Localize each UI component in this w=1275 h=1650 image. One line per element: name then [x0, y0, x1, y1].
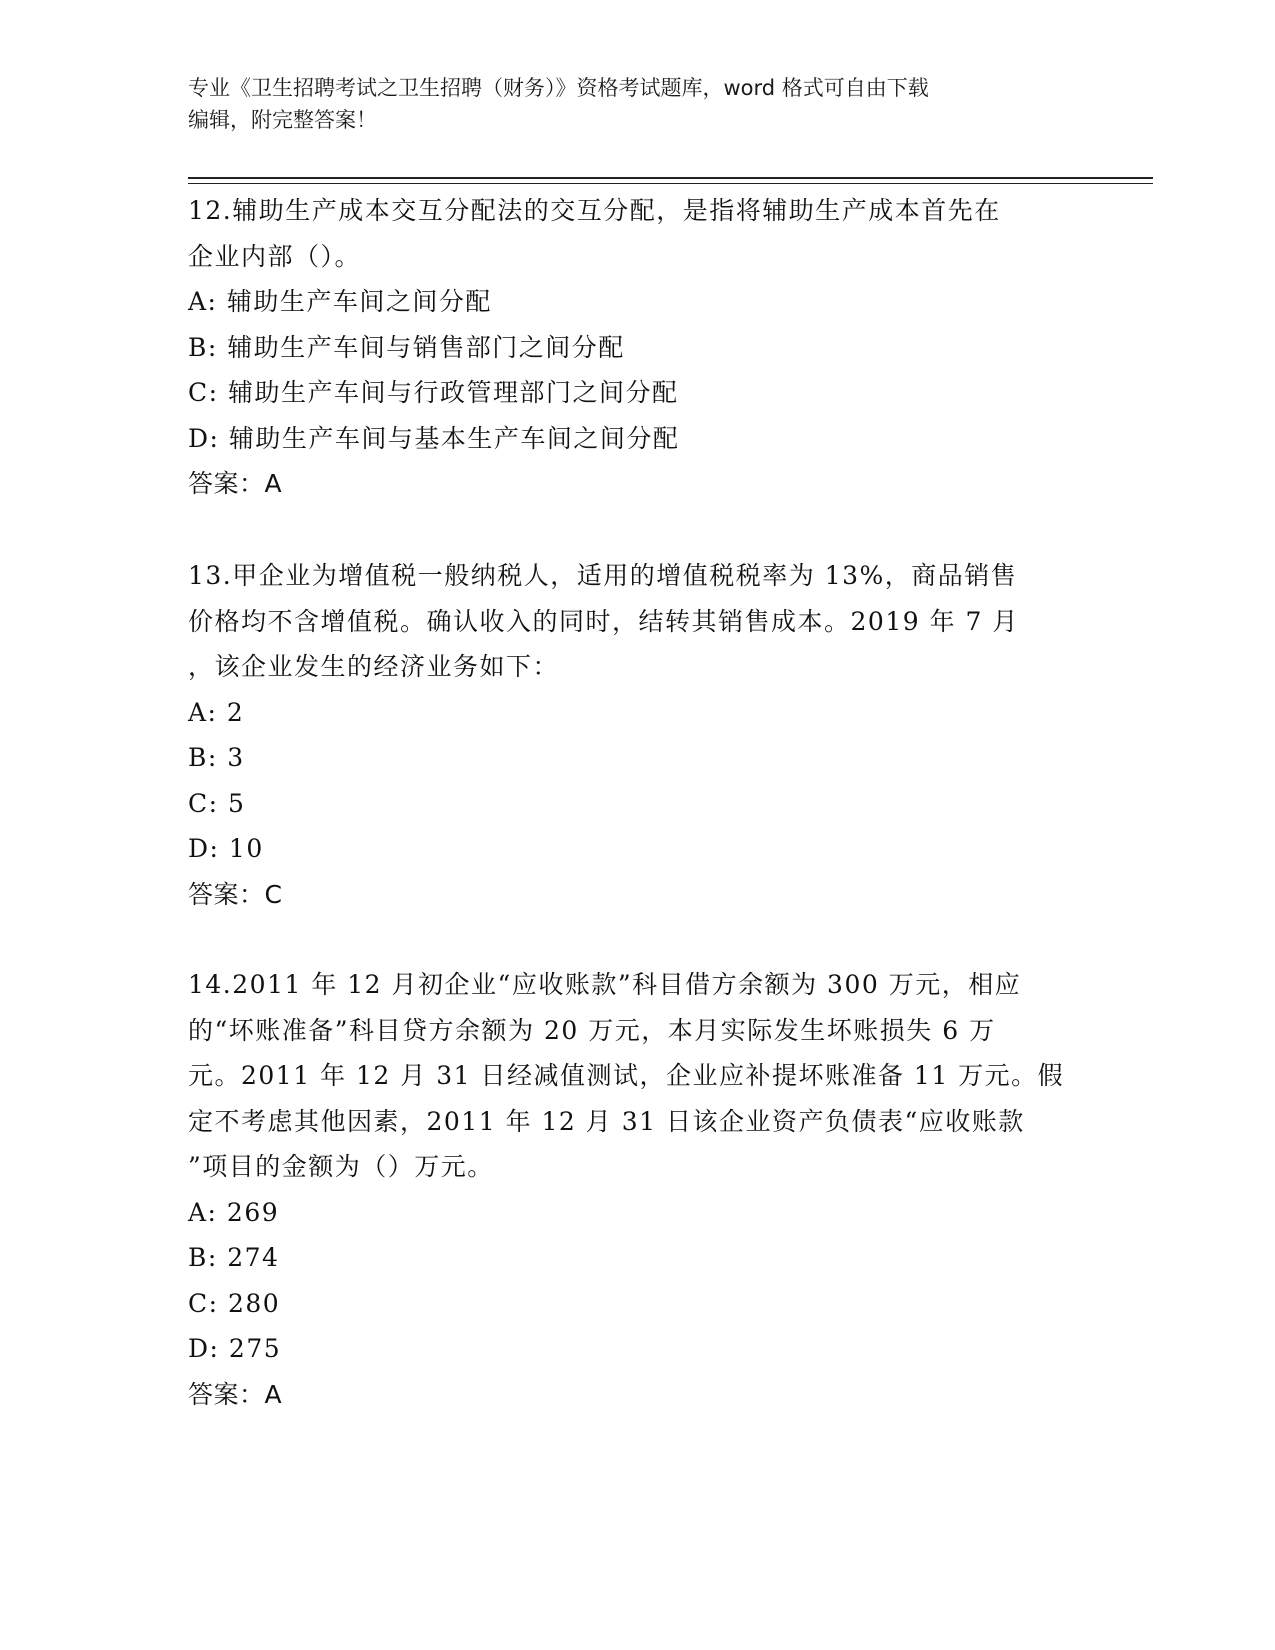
question-stem-line: 13.甲企业为增值税一般纳税人，适用的增值税税率为 13%，商品销售: [188, 561, 1018, 590]
question-stem-line: 价格均不含增值税。确认收入的同时，结转其销售成本。2019 年 7 月: [188, 606, 1019, 636]
question-13: [188, 553, 1088, 917]
option-b: B: 274: [188, 1243, 280, 1272]
option-b: B: 3: [188, 743, 245, 772]
answer: 答案：C: [188, 879, 283, 909]
option-a: A: 辅助生产车间之间分配: [188, 287, 492, 316]
question-stem-line: ”项目的金额为（）万元。: [188, 1152, 494, 1181]
option-d: D: 275: [188, 1334, 282, 1363]
option-c: C: 辅助生产车间与行政管理部门之间分配: [188, 378, 679, 407]
question-stem-line: 14.2011 年 12 月初企业“应收账款”科目借方余额为 300 万元，相应: [188, 970, 1022, 999]
question-stem-line: 元。2011 年 12 月 31 日经减值测试，企业应补提坏账准备 11 万元。假: [188, 1061, 1065, 1090]
option-d: D: 辅助生产车间与基本生产车间之间分配: [188, 423, 680, 453]
header-divider-thin: [188, 183, 1153, 184]
question-stem-line: 定不考虑其他因素，2011 年 12 月 31 日该企业资产负债表“应收账款: [188, 1106, 1025, 1136]
question-stem-line: 的“坏账准备”科目贷方余额为 20 万元，本月实际发生坏账损失 6 万: [188, 1015, 996, 1045]
document-header: [188, 72, 1068, 136]
question-stem-line: 12.辅助生产成本交互分配法的交互分配，是指将辅助生产成本首先在: [188, 196, 1001, 225]
option-c: C: 280: [188, 1288, 281, 1318]
option-a: A: 269: [188, 1197, 280, 1227]
option-d: D: 10: [188, 834, 264, 863]
question-14: [188, 962, 1088, 1417]
answer: 答案：A: [188, 469, 283, 498]
option-c: C: 5: [188, 788, 246, 818]
header-divider-thick: [188, 177, 1153, 179]
question-stem-line: ，该企业发生的经济业务如下：: [188, 652, 560, 681]
option-a: A: 2: [188, 697, 245, 727]
header-line-2: 编辑，附完整答案！: [188, 108, 377, 132]
question-stem-line: 企业内部（）。: [188, 241, 362, 271]
header-line-1: 专业《卫生招聘考试之卫生招聘（财务）》资格考试题库，word 格式可自由下载: [188, 76, 929, 100]
answer: 答案：A: [188, 1379, 283, 1409]
question-12: [188, 188, 1088, 507]
option-b: B: 辅助生产车间与销售部门之间分配: [188, 332, 625, 362]
